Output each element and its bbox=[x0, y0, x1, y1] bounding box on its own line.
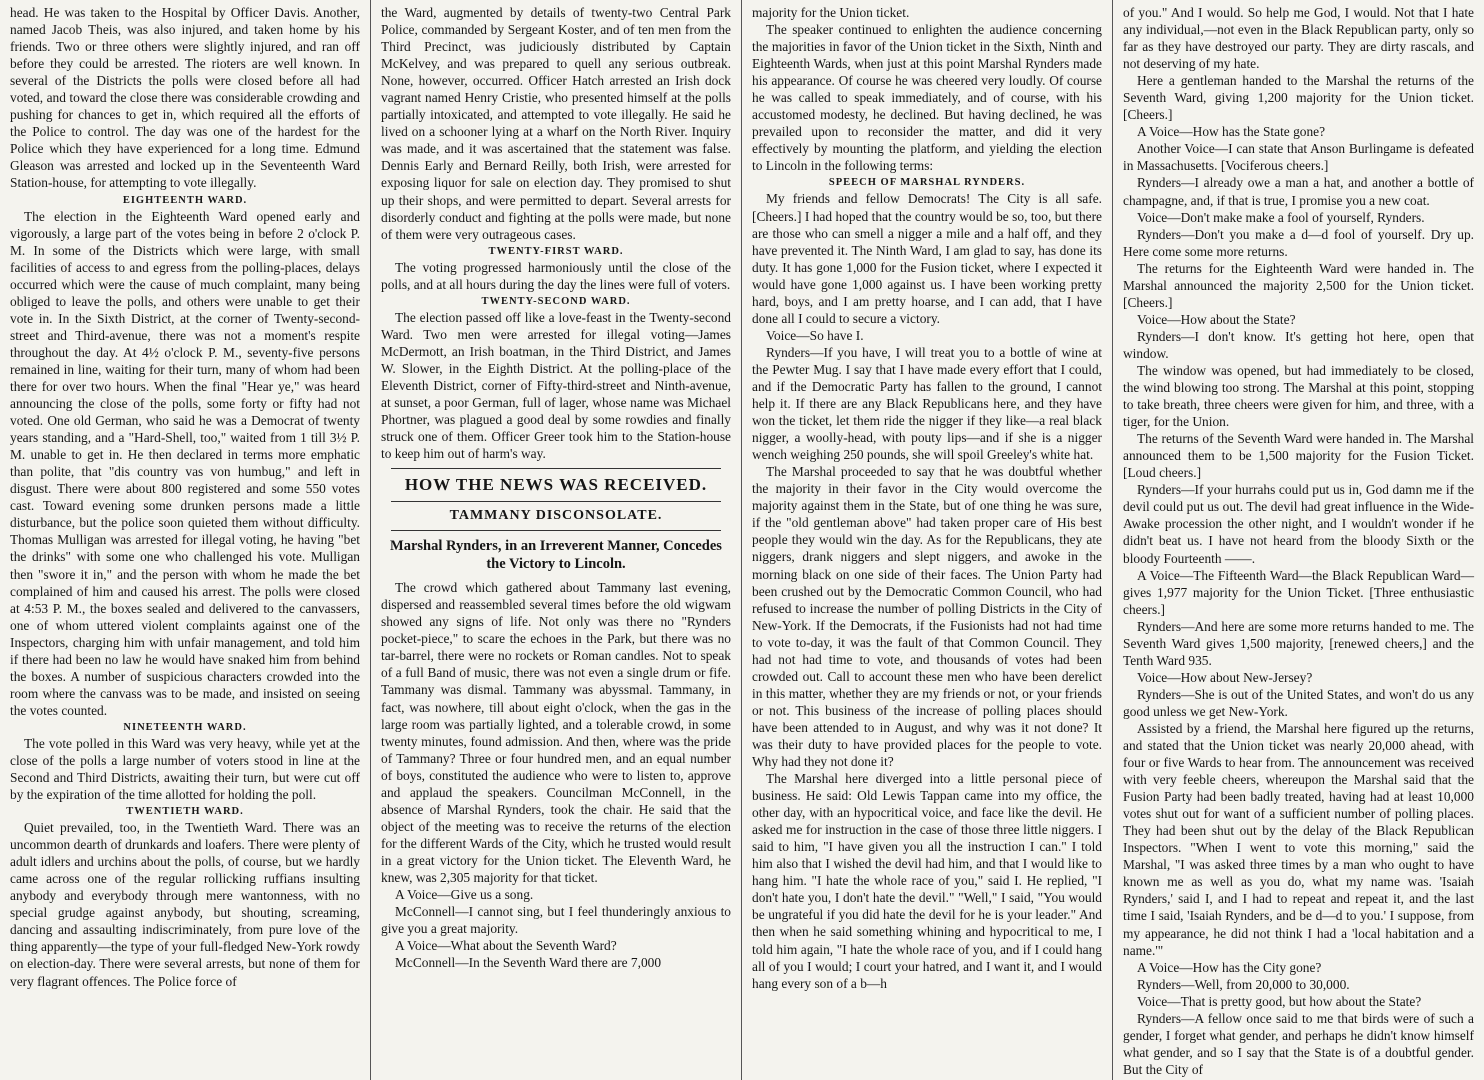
article-paragraph: Voice—How about the State? bbox=[1137, 311, 1296, 327]
article-paragraph: The Marshal here diverged into a little personal piece of business. He said: Old Lewis Tappan came into my office, the other day, with an hypocritical voice, and face like the devil. He asked me for instruction in the case of those three little niggers. I said to him, "I have given you all the instruction I can." I told him also that I wished the devil had him, and that I would like to hang him. "I hate the whole race of you," said I. He replied, "I don't hate you, I don't hate the devil." "Well," I said, "You would be ungrateful if you did hate the devil for he is your leader." And then when he said something whining and hypocritical to me, I told him again, "I hate the whole race of you, and if I could hang all of you I would; I court your hatred, and I want it, and I would hang every son of a b—h bbox=[752, 771, 1102, 991]
ward-subheading-speech-of-marshal-rynders: SPEECH OF MARSHAL RYNDERS. bbox=[828, 177, 1026, 189]
article-paragraph: A Voice—What about the Seventh Ward? bbox=[395, 938, 617, 954]
column-rule bbox=[391, 530, 721, 531]
article-paragraph: Rynders—She is out of the United States, and won't do us any good unless we get New-York. bbox=[1123, 686, 1474, 719]
article-paragraph: Quiet prevailed, too, in the Twentieth Ward. There was an uncommon dearth of drunkards and loafers. There were plenty of adult idlers and urchins about the polls, of course, but we hardly came across one of the regular rollicking ruffians insulting anybody and everybody through mere wantonness, with no special grudge against anybody, but shouting, screaming, dancing and assaulting indiscriminately, from pure love of the thing apparently—the type of your full-fledged New-York rowdy on election-day. There were several arrests, but none of them for very flagrant offences. The Police force of bbox=[10, 820, 360, 989]
section-headline: HOW THE NEWS WAS RECEIVED. bbox=[404, 475, 708, 495]
article-paragraph: majority for the Union ticket. bbox=[752, 5, 910, 20]
column-1 bbox=[0, 0, 371, 1080]
article-paragraph: Voice—Don't make make a fool of yourself, Rynders. bbox=[1137, 209, 1425, 225]
article-paragraph: The election in the Eighteenth Ward opened early and vigorously, a large part of the votes being in before 2 o'clock P. M. In some of the Districts which were large, with small facilities of access to and egress from the polling-places, delays occurred which were the cause of much complaint, many being obliged to leave the polls, and others were unable to get their vote in. In the Sixth District, at the corner of Twenty-second-street and Third-avenue, there was not a moment's respite throughout the day. At 4½ o'clock P. M., seventy-five persons remained in line, waiting for their turn, many of whom had been there for over two hours. When the final "Hear ye," was heard announcing the close of the polls, some forty or fifty had not voted. One old German, who said he was a Democrat of twenty years standing, and a "Hard-Shell, too," waited from 1 till 3½ P. M. unable to get in. He then declared in terms more emphatic than polite, that "dis country vas von humbug," and left in disgust. There were about 800 registered and some 550 votes cast. Toward evening some drunken persons made a little disturbance, but the police soon quieted them without difficulty. Thomas Mulligan was arrested for illegal voting, he having "bet the drinks" with some one who challenged his vote. Mulligan then "swore it in," and the person with whom he made the bet complained of him and caused his arrest. The polls were closed at 4:53 P. M., the boxes sealed and delivered to the canvassers, one of whom uttered violent complaints against one of the Inspectors, charging him with unfair management, and told him if there had been no law he would have snaked him from behind the boxes. A number of suspicious characters crowded into the room where the canvass was to be made, and insisted on seeing the votes counted. bbox=[10, 208, 360, 718]
article-paragraph: McConnell—In the Seventh Ward there are 7,000 bbox=[395, 955, 662, 971]
article-paragraph: Rynders—If your hurrahs could put us in, God damn me if the devil could put us out. The devil had great influence in the Wide-Awake procession the other night, and I wouldn't wonder if he didn't beat us. I have not heard from the bloody Sixth or the bloody Fourteenth ——. bbox=[1123, 482, 1474, 566]
article-paragraph: Rynders—Well, from 20,000 to 30,000. bbox=[1137, 976, 1350, 992]
article-paragraph: Assisted by a friend, the Marshal here figured up the returns, and stated that the Union ticket was nearly 20,000 ahead, with four or five Wards to hear from. The announcement was received with very feeble cheers, whereupon the Marshal said that the Fusion Party had been badly treated, having had at least 10,000 votes shut out for want of a sufficient number of polling places. They had been shut out by the delay of the Black Republican Inspectors. "When I went to vote this morning," said the Marshal, "I was asked three times by a man who ought to have known me as well as you do, what my name was. 'Isaiah Rynders,' said I, and I had to repeat and repeat it, and the last time I said, 'Isaiah Rynders, and be d—d to you.' I suppose, from my appearance, he did not think I had a 'local habitation and a name.'" bbox=[1123, 720, 1474, 958]
article-paragraph: The returns of the Seventh Ward were handed in. The Marshal announced them to be 1,500 majority for the Fusion Ticket. [Loud cheers.] bbox=[1123, 431, 1474, 481]
article-paragraph: Rynders—I already owe a man a hat, and another a bottle of champagne, and, if that is true, I promise you a new coat. bbox=[1123, 175, 1474, 208]
article-paragraph: Rynders—Don't you make a d—d fool of yourself. Dry up. Here come some more returns. bbox=[1123, 226, 1474, 259]
article-paragraph: The returns for the Eighteenth Ward were handed in. The Marshal announced the majority 2,500 for the Union ticket. [Cheers.] bbox=[1123, 260, 1474, 310]
article-paragraph: the Ward, augmented by details of twenty-two Central Park Police, commanded by Sergeant Koster, and of ten men from the Third Precinct, was judiciously distributed by Captain McKelvey, and was prepared to quell any serious outbreak. None, however, occurred. Officer Hatch arrested an Irish dock vagrant named Henry Cristie, who presented himself at the polls partially intoxicated, and attempted to vote illegally. He said he lived on a schooner lying at a wharf on the North River. Inquiry was made, and it was ascertained that the statement was false. Dennis Early and Bernard Reilly, both Irish, were arrested for exposing liquor for sale on election day. They promised to shut up their shops, and were permitted to depart. Several arrests for disorderly conduct and fighting at the polls were made, but none of them were very outrageous cases. bbox=[381, 5, 731, 242]
article-paragraph: A Voice—The Fifteenth Ward—the Black Republican Ward—gives 1,977 majority for the Union Ticket. [Three enthusiastic cheers.] bbox=[1123, 567, 1474, 617]
column-3 bbox=[742, 0, 1113, 1080]
article-paragraph: of you." And I would. So help me God, I would. Not that I hate any individual,—not even in the Black Republican party, only so far as they have destroyed our party. They are dirty rascals, and not deserving of my hate. bbox=[1123, 5, 1474, 72]
article-paragraph: My friends and fellow Democrats! The City is all safe. [Cheers.] I had hoped that the country would be so, too, but there are those who can smell a nigger a mile and a half off, and they have prevented it. The Ninth Ward, I am glad to say, has done its duty. It has gone 1,000 for the Fusion ticket, where I expected it would have gone 1,000 against us. I have been working pretty hard, boys, and I am pretty hoarse, and I can add, that I have done all I could to secure a victory. bbox=[752, 191, 1102, 326]
article-paragraph: The election passed off like a love-feast in the Twenty-second Ward. Two men were arrested for illegal voting—James McDermott, an Irish boatman, in the Third District, and James W. Slower, in the Eighth District. At the polling-place of the Eleventh District, corner of Fifty-third-street and Ninth-avenue, at sunset, a poor German, full of lager, whose name was Michael Phortner, was plagued a good deal by some rowdies and finally struck one of them. Officer Greer took him to the Station-house to keep him out of harm's way. bbox=[381, 309, 731, 462]
ward-subheading-twenty-first-ward: TWENTY-FIRST WARD. bbox=[488, 245, 624, 257]
column-rule bbox=[391, 468, 721, 469]
article-paragraph: The speaker continued to enlighten the audience concerning the majorities in favor of the Union ticket in the Sixth, Ninth and Eighteenth Wards, when just at this point Marshal Rynders made his appearance. Of course he was cheered very loudly. Of course he was called to speak immediately, and of course, with his accustomed modesty, he declined. But having declined, he was prevailed upon to reconsider the matter, and did it very effectively by mounting the platform, and yielding the election to Lincoln in the following terms: bbox=[752, 22, 1102, 174]
article-paragraph: Another Voice—I can state that Anson Burlingame is defeated in Massachusetts. [Vociferous cheers.] bbox=[1123, 141, 1474, 174]
article-paragraph: A Voice—How has the City gone? bbox=[1137, 959, 1322, 975]
article-paragraph: head. He was taken to the Hospital by Officer Davis. Another, named Jacob Theis, was also injured, and taken home by his friends. Two or three others were slightly injured, and ran off before they could be arrested. The rioters are well known. In several of the Districts the polls were closed before all had voted, and toward the close there was considerable crowding and pushing for chances to get in, which required all the efforts of the Police to control. The day was one of the hardest for the Police which they have experienced for a long time. Edmund Gleason was arrested and locked up in the Seventeenth Ward Station-house, for attempting to vote illegally. bbox=[10, 5, 360, 191]
column-rule bbox=[391, 501, 721, 502]
ward-subheading-eighteenth-ward: EIGHTEENTH WARD. bbox=[122, 194, 248, 206]
article-paragraph: Rynders—If you have, I will treat you to a bottle of wine at the Pewter Mug. I say that I have made every effort that I could, and if the Democratic Party has fallen to the ground, I cannot help it. If there are any Black Republicans here, and they have won the ticket, let them ride the nigger if they like—a real black nigger, a woolly-head, with pouty lips—and if she is a nigger wench weighing 250 pounds, she will spoil Greeley's white hat. bbox=[752, 344, 1102, 463]
section-deck: Marshal Rynders, in an Irreverent Manner, Concedes the Victory to Lincoln. bbox=[390, 538, 722, 573]
article-paragraph: The vote polled in this Ward was very heavy, while yet at the close of the polls a large number of voters stood in line at the Second and Third Districts, awaiting their turn, but were cut off by the expiration of the time allotted for holding the poll. bbox=[10, 735, 360, 803]
column-4 bbox=[1113, 0, 1484, 1080]
article-paragraph: Voice—So have I. bbox=[766, 327, 864, 343]
ward-subheading-nineteenth-ward: NINETEENTH WARD. bbox=[123, 721, 247, 733]
article-paragraph: McConnell—I cannot sing, but I feel thunderingly anxious to give you a great majority. bbox=[381, 904, 731, 937]
article-paragraph: Rynders—A fellow once said to me that birds were of such a gender, I forget what gender, and perhaps he didn't know himself what gender, and so I say that the State is of a doubtful gender. But the City of bbox=[1123, 1010, 1474, 1077]
article-paragraph: The Marshal proceeded to say that he was doubtful whether the majority in their favor in the City would overcome the majority against them in the State, but of one thing he was sure, if the "old gentleman above" had taken proper care of His best people they would win the day. As for the Republicans, they ate niggers, drank niggers and slept niggers, and awoke in the morning black on one side of their faces. The Union Party had been crushed out by the Democratic Common Council, who had refused to increase the number of polling Districts in the City of New-York. If the Democrats, if the Fusionists had not had time to vote to-day, it was the fault of that Common Council. They had not had time to vote, and thousands of votes had been crowded out. Call to account these men who have been derelict in this matter, whether they are my friends or not, or your friends or not. This business of the increase of polling places should have been attended to in August, and why was it not done? It was their duty to have provided places for the people to vote. Why had they not done it? bbox=[752, 464, 1102, 770]
article-paragraph: The voting progressed harmoniously until the close of the polls, and at all hours during the day the lines were full of voters. bbox=[381, 259, 731, 292]
section-subheadline: TAMMANY DISCONSOLATE. bbox=[449, 508, 663, 524]
article-paragraph: A Voice—Give us a song. bbox=[395, 887, 534, 903]
ward-subheading-twentieth-ward: TWENTIETH WARD. bbox=[126, 806, 244, 818]
ward-subheading-twenty-second-ward: TWENTY-SECOND WARD. bbox=[481, 295, 631, 307]
article-paragraph: Voice—That is pretty good, but how about the State? bbox=[1137, 993, 1422, 1009]
article-paragraph: Rynders—And here are some more returns handed to me. The Seventh Ward gives 1,500 majority, [renewed cheers,] and the Tenth Ward 935. bbox=[1123, 618, 1474, 668]
article-paragraph: The crowd which gathered about Tammany last evening, dispersed and reassembled several times before the old wigwam showed any signs of life. Not only was there no "Rynders pocket-piece," to scare the echoes in the Park, but there was no tar-barrel, there were no rockets or Roman candles. Not to speak of a full Band of music, there was not even a single drum or fife. Tammany was dismal. Tammany was abyssmal. Tammany, in fact, was nowhere, till about eight o'clock, when the gas in the large room was partially lighted, and a tolerable crowd, in some twenty minutes, found admission. And then, where was the pride of Tammany? Three or four hundred men, and an equal number of boys, constituted the audience who were to listen to, approve and applaud the speakers. Councilman McConnell, in the absence of Marshal Rynders, took the chair. He said that the object of the meeting was to receive the returns of the election for the different Wards of the City, which he trusted would result in a great victory for the Union ticket. The Eleventh Ward, he knew, was 2,305 majority for that ticket. bbox=[381, 580, 731, 885]
article-paragraph: Voice—How about New-Jersey? bbox=[1137, 669, 1313, 685]
article-paragraph: A Voice—How has the State gone? bbox=[1137, 124, 1326, 140]
column-2 bbox=[371, 0, 742, 1080]
article-paragraph: Rynders—I don't know. It's getting hot here, open that window. bbox=[1123, 328, 1474, 361]
article-paragraph: The window was opened, but had immediately to be closed, the wind blowing too strong. The Marshal at this point, stopping to take breath, three cheers were given for him, and three, with a tiger, for the Union. bbox=[1123, 362, 1474, 430]
article-paragraph: Here a gentleman handed to the Marshal the returns of the Seventh Ward, giving 1,200 majority for the Union ticket. [Cheers.] bbox=[1123, 73, 1474, 123]
